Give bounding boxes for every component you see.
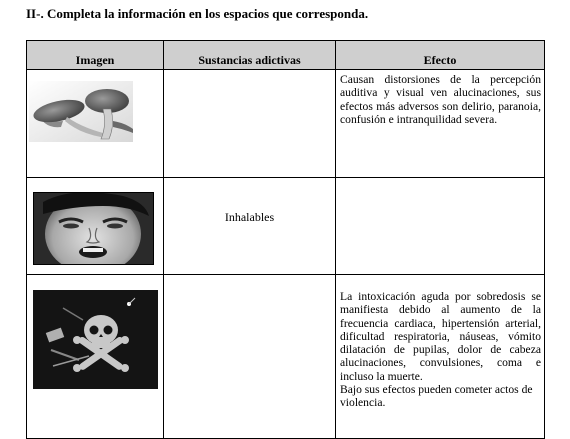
effect-text	[336, 275, 544, 410]
effect-cell[interactable]	[336, 275, 545, 439]
header-image: Imagen	[27, 41, 164, 70]
table-row	[27, 275, 545, 439]
substance-cell	[164, 178, 336, 275]
effect-cell[interactable]	[336, 178, 545, 275]
effect-text	[336, 178, 544, 181]
skull-crossbones-drugs-photo	[33, 290, 158, 389]
effect-cell[interactable]	[336, 70, 545, 178]
substance-text	[164, 70, 335, 102]
table-row	[27, 70, 545, 178]
table-header-row	[27, 41, 545, 70]
boy-face-photo	[33, 192, 154, 265]
table-row	[27, 178, 545, 275]
image-cell	[27, 275, 164, 439]
header-effect: Efecto	[336, 41, 545, 70]
effect-paragraph: Causan distorsiones de la percepción auditiva y visual ven alucinaciones, sus efectos más adversos son delirio, paranoia, confusión e intranquilidad severa.	[340, 73, 541, 126]
substance-text	[164, 275, 335, 307]
worksheet-title: II-. Completa la información en los espacios que corresponda.	[26, 6, 369, 21]
effect-paragraph: La intoxicación aguda por sobredosis se manifiesta debido al aumento de la frecuencia cardiaca, hipertensión arterial, dificultad respiratoria, náuseas, vómito dilatación de pupilas, dolor de cabeza alucinaciones, convulsiones, coma e incluso la muerte.	[340, 290, 541, 383]
image-cell	[27, 70, 164, 178]
header-substance: Sustancias adictivas	[164, 41, 336, 70]
mushrooms-photo	[29, 81, 133, 142]
substance-cell[interactable]	[164, 275, 336, 439]
effect-paragraph: Bajo sus efectos pueden cometer actos de violencia.	[340, 383, 533, 410]
effect-text	[336, 70, 544, 126]
substance-cell[interactable]	[164, 70, 336, 178]
image-cell	[27, 178, 164, 275]
worksheet-table	[26, 40, 545, 439]
substance-text: Inhalables	[224, 210, 275, 224]
